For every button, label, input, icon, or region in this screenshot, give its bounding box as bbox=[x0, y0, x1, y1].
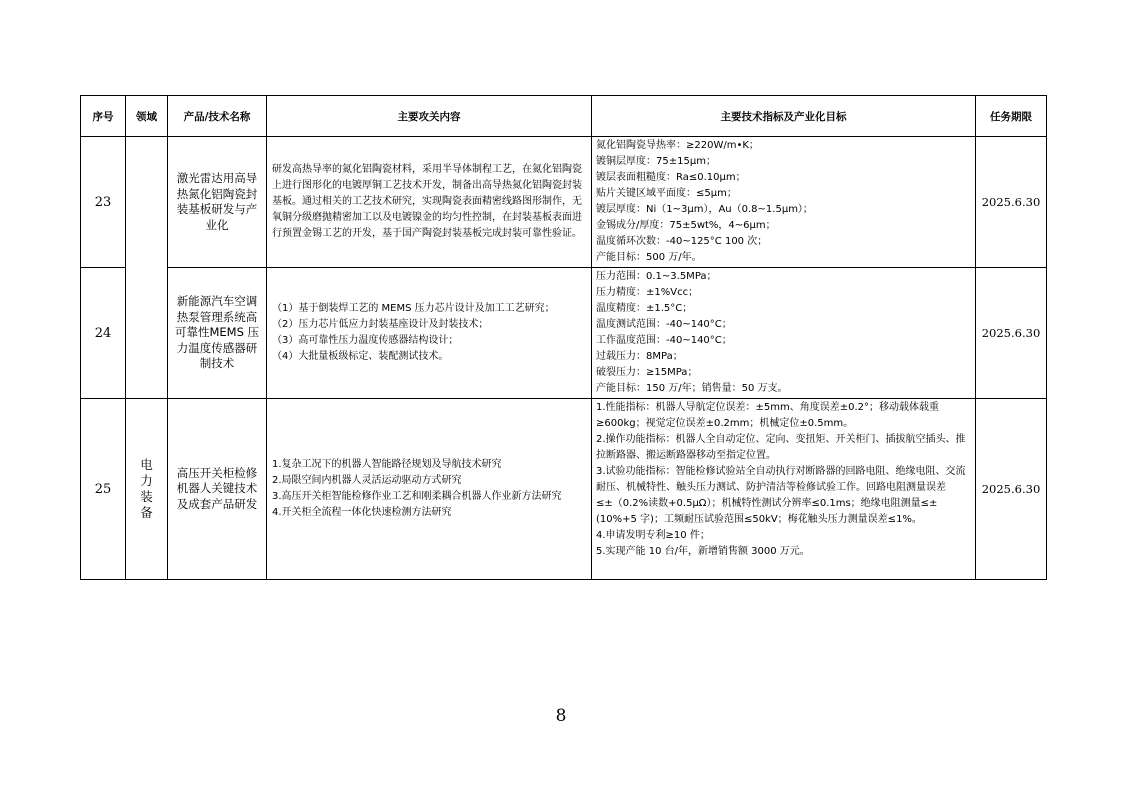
header-index: 序号 bbox=[81, 96, 126, 137]
header-indicators: 主要技术指标及产业化目标 bbox=[592, 96, 976, 137]
row-index: 24 bbox=[81, 268, 126, 399]
table-row bbox=[81, 268, 1047, 399]
row-field: 电力装备 bbox=[126, 399, 168, 580]
indicator-line: 工作温度范围：-40~140°C； bbox=[596, 335, 732, 346]
indicator-line: 破裂压力：≥15MPa； bbox=[596, 367, 698, 378]
row-deadline: 2025.6.30 bbox=[976, 137, 1047, 268]
header-content: 主要攻关内容 bbox=[267, 96, 592, 137]
header-field: 领域 bbox=[126, 96, 168, 137]
indicator-line: 镀层表面粗糙度：Ra≤0.10μm； bbox=[596, 172, 746, 183]
table-header-row bbox=[81, 96, 1047, 137]
content-line: 研发高热导率的氮化铝陶瓷材料，采用半导体制程工艺，在氮化铝陶瓷上进行图形化的电镀厚铜工艺技术开发，制备出高导热氮化铝陶瓷封装基板。通过相关的工艺技术研究，实现陶瓷表面精密线路图形制作，无氧铜分级磨抛精密加工以及电镀镍金的均匀性控制，在封装基板表面进行预置金锡工艺的开发，基于国产陶瓷封装基板完成封装可靠性验证。 bbox=[272, 164, 582, 239]
indicator-line: 3.试验功能指标：智能检修试验站全自动执行对断路器的回路电阻、绝缘电阻、交流耐压、机械特性、触头压力测试、防护清洁等检修试验工作。回路电阻测量误差≤±（0.2%读数+0.5μΩ）；机械特性测试分辨率≤0.1ms；绝缘电阻测量≤±(10%+5 字)；工频耐压试验范围≤50kV；梅花触头压力测量误差≤1%。 bbox=[596, 466, 966, 525]
table-row bbox=[81, 399, 1047, 580]
indicator-line: 产能目标：500 万/年。 bbox=[596, 252, 702, 263]
indicator-line: 2.操作功能指标：机器人全自动定位、定向、变扭矩、开关柜门、插拔航空插头、推拉断路器、搬运断路器移动至指定位置。 bbox=[596, 434, 966, 461]
indicator-line: 镀层厚度：Ni（1~3μm），Au（0.8~1.5μm）； bbox=[596, 204, 813, 215]
row-product: 高压开关柜检修机器人关键技术及成套产品研发 bbox=[168, 399, 267, 580]
row-indicators bbox=[592, 399, 976, 580]
content-line: 4.开关柜全流程一体化快速检测方法研究 bbox=[272, 507, 452, 518]
content-line: （3）高可靠性压力温度传感器结构设计； bbox=[272, 335, 459, 346]
row-index: 25 bbox=[81, 399, 126, 580]
indicator-line: 压力范围：0.1~3.5MPa； bbox=[596, 271, 717, 282]
content-line: 1.复杂工况下的机器人智能路径规划及导航技术研究 bbox=[272, 459, 502, 470]
row-field-empty bbox=[126, 137, 168, 399]
task-table bbox=[80, 95, 1047, 580]
indicator-line: 5.实现产能 10 台/年，新增销售额 3000 万元。 bbox=[596, 546, 810, 557]
indicator-line: 压力精度：±1%Vcc； bbox=[596, 287, 699, 298]
table-row bbox=[81, 137, 1047, 268]
row-content bbox=[267, 399, 592, 580]
indicator-line: 4.申请发明专利≥10 件； bbox=[596, 530, 710, 541]
row-content bbox=[267, 268, 592, 399]
header-product: 产品/技术名称 bbox=[168, 96, 267, 137]
indicator-line: 氮化铝陶瓷导热率：≥220W/m•K； bbox=[596, 140, 759, 151]
indicator-line: 温度测试范围：-40~140°C； bbox=[596, 319, 732, 330]
indicator-line: 过载压力：8MPa； bbox=[596, 351, 683, 362]
content-line: 2.局限空间内机器人灵活运动驱动方式研究 bbox=[272, 475, 462, 486]
row-deadline: 2025.6.30 bbox=[976, 399, 1047, 580]
indicator-line: 1.性能指标：机器人导航定位误差：±5mm、角度误差±0.2°；移动载体载重≥600kg；视觉定位误差±0.2mm；机械定位±0.5mm。 bbox=[596, 402, 940, 429]
indicator-line: 金锡成分/厚度：75±5wt%，4~6μm； bbox=[596, 220, 776, 231]
indicator-line: 产能目标：150 万/年；销售量：50 万支。 bbox=[596, 383, 788, 394]
header-deadline: 任务期限 bbox=[976, 96, 1047, 137]
row-content bbox=[267, 137, 592, 268]
indicator-line: 贴片关键区域平面度：≤5μm； bbox=[596, 188, 737, 199]
indicator-line: 温度循环次数：-40~125°C 100 次； bbox=[596, 236, 768, 247]
content-line: （2）压力芯片低应力封装基座设计及封装技术； bbox=[272, 319, 489, 330]
content-line: （4）大批量板级标定、装配测试技术。 bbox=[272, 351, 449, 362]
indicator-line: 温度精度：±1.5°C； bbox=[596, 303, 693, 314]
indicator-line: 镀铜层厚度：75±15μm； bbox=[596, 156, 716, 167]
row-index: 23 bbox=[81, 137, 126, 268]
row-indicators bbox=[592, 137, 976, 268]
page-number: 8 bbox=[555, 706, 567, 726]
row-product: 激光雷达用高导热氮化铝陶瓷封装基板研发与产业化 bbox=[168, 137, 267, 268]
row-deadline: 2025.6.30 bbox=[976, 268, 1047, 399]
content-line: （1）基于倒装焊工艺的 MEMS 压力芯片设计及加工工艺研究； bbox=[272, 303, 555, 314]
row-indicators bbox=[592, 268, 976, 399]
row-product: 新能源汽车空调热泵管理系统高可靠性MEMS 压力温度传感器研制技术 bbox=[168, 268, 267, 399]
content-line: 3.高压开关柜智能检修作业工艺和刚柔耦合机器人作业新方法研究 bbox=[272, 491, 562, 502]
